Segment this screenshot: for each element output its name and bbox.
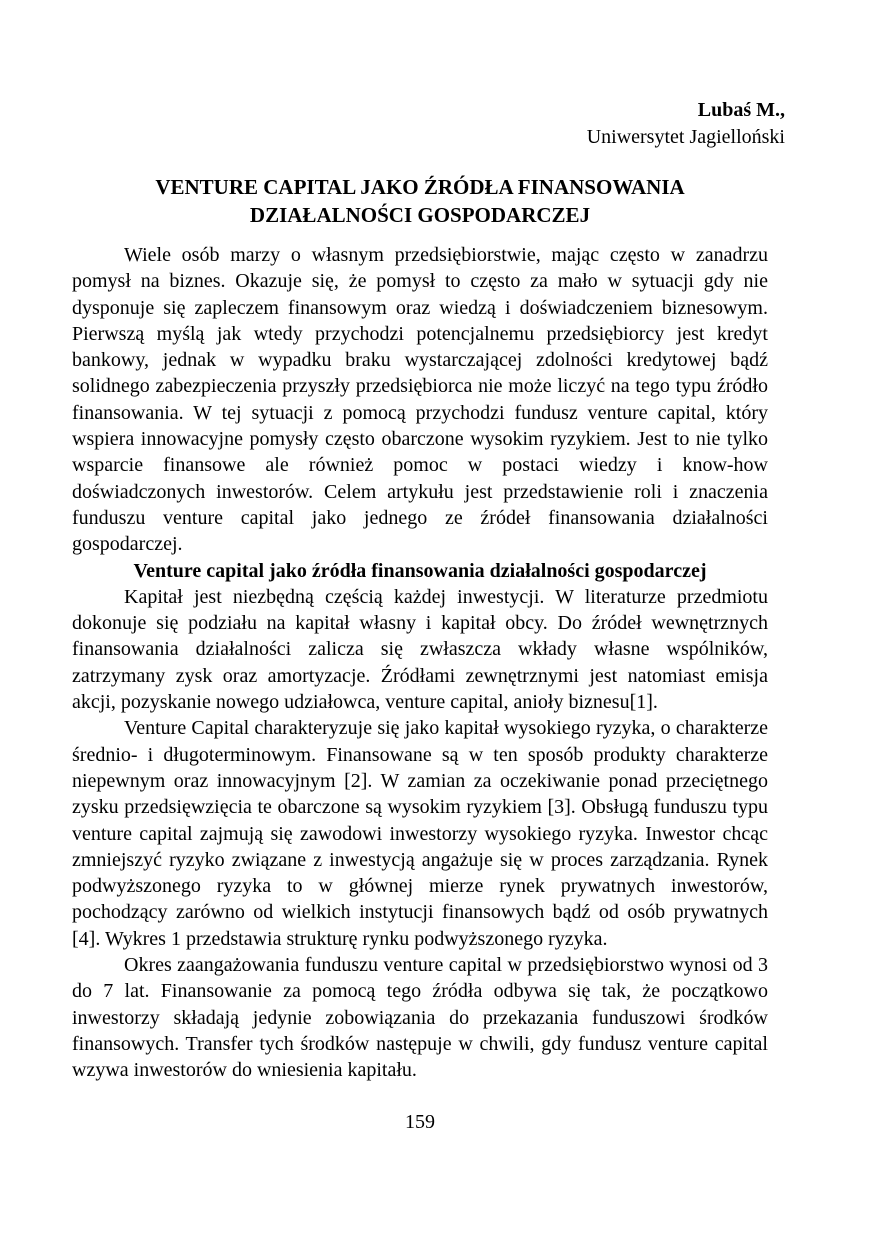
author-affiliation: Uniwersytet Jagielloński (586, 126, 785, 148)
author-block (72, 97, 785, 151)
page-number: 159 (405, 1110, 435, 1133)
article-title-line-2: DZIAŁALNOŚCI GOSPODARCZEJ (249, 203, 591, 227)
section-heading: Venture capital jako źródła finansowania działalności gospodarczej (133, 559, 707, 582)
paragraph-intro: Wiele osób marzy o własnym przedsiębiorstwie, mając często w zanadrzu pomysł na biznes. Okazuje się, że pomysł to często za mało w sytuacji gdy nie dysponuje się zapleczem finansowym oraz wiedzą i doświadczeniem biznesowym. Pierwszą myślą jak wtedy przychodzi potencjalnemu przedsiębiorcy jest kredyt bankowy, jednak w wypadku braku wystarczającej zdolności kredytowej bądź solidnego zabezpieczenia przyszły przedsiębiorca nie może liczyć na tego typu źródło finansowania. W tej sytuacji z pomocą przychodzi fundusz venture capital, który wspiera innowacyjne pomysły często obarczone wysokim ryzykiem. Jest to nie tylko wsparcie finansowe ale również pomoc w postaci wiedzy i know-how doświadczonych inwestorów. Celem artykułu jest przedstawienie roli i znaczenia funduszu venture capital jako jednego ze źródeł finansowania działalności gospodarczej. (72, 244, 768, 556)
author-name: Lubaś M., (697, 99, 785, 121)
article-title-line-1: VENTURE CAPITAL JAKO ŹRÓDŁA FINANSOWANIA (155, 175, 685, 199)
article-title (72, 173, 768, 229)
paragraph-vc-characteristics: Venture Capital charakteryzuje się jako kapitał wysokiego ryzyka, o charakterze średnio- i długoterminowym. Finansowane są w ten sposób produkty charakterze niepewnym oraz innowacyjnym [2]. W zamian za oczekiwanie ponad przeciętnego zysku przedsięwzięcia te obarczone są wysokim ryzykiem [3]. Obsługą funduszu typu venture capital zajmują się zawodowi inwestorzy wysokiego ryzyka. Inwestor chcąc zmniejszyć ryzyko związane z inwestycją angażuje się w proces zarządzania. Rynek podwyższonego ryzyka to w głównej mierze rynek prywatnych inwestorów, pochodzący zarówno od wielkich instytucji finansowych bądź od osób prywatnych [4]. Wykres 1 przedstawia strukturę rynku podwyższonego ryzyka. (72, 717, 768, 950)
paragraph-capital-sources: Kapitał jest niezbędną częścią każdej inwestycji. W literaturze przedmiotu dokonuje się podziału na kapitał własny i kapitał obcy. Do źródeł wewnętrznych finansowania działalności zalicza się zwłaszcza wkłady własne wspólników, zatrzymany zysk oraz amortyzacje. Źródłami zewnętrznymi jest natomiast emisja akcji, pozyskanie nowego udziałowca, venture capital, anioły biznesu[1]. (72, 585, 768, 714)
article-body (72, 242, 768, 1084)
paragraph-engagement-period: Okres zaangażowania funduszu venture capital w przedsiębiorstwo wynosi od 3 do 7 lat. Finansowanie za pomocą tego źródła odbywa się tak, że początkowo inwestorzy składają jedynie zobowiązania do przekazania funduszowi środków finansowych. Transfer tych środków następuje w chwili, gdy fundusz venture capital wzywa inwestorów do wniesienia kapitału. (72, 954, 768, 1082)
